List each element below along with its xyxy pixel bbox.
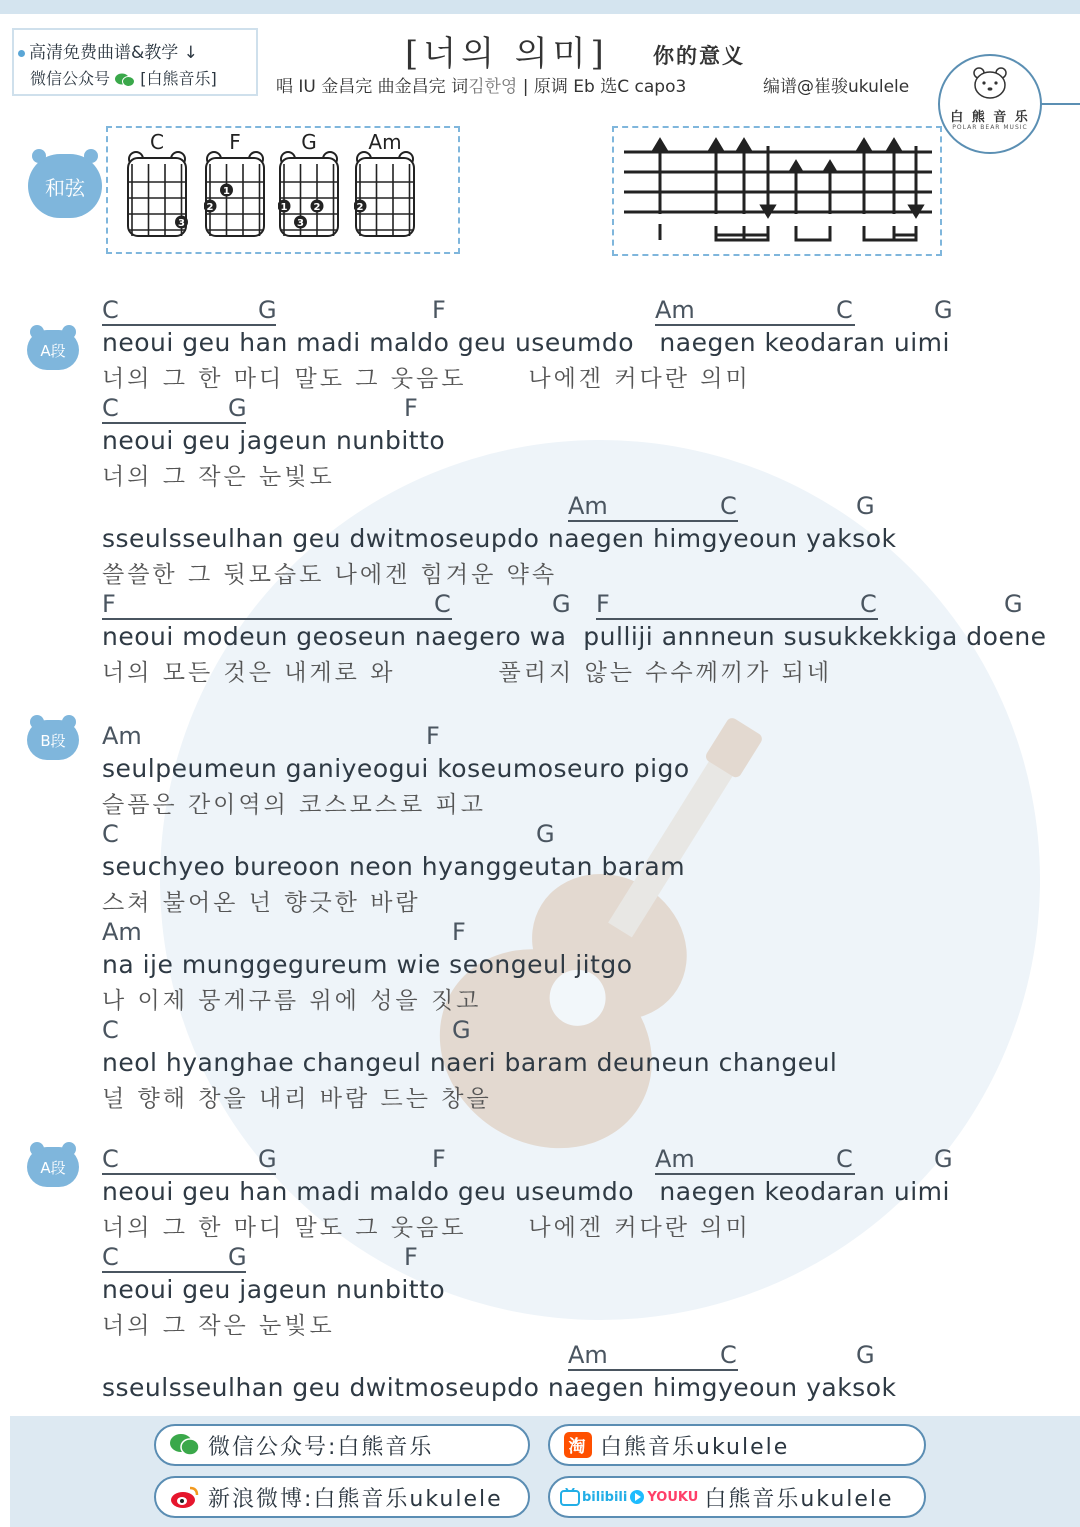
lyric-hangul: 너의 그 한 마디 말도 그 웃음도 나에겐 커다란 의미	[102, 1215, 751, 1241]
footer-video-label: 白熊音乐ukulele	[704, 1486, 894, 1512]
logo-text-cn: 白 熊 音 乐	[950, 110, 1030, 125]
chord-label: Am	[102, 722, 142, 750]
svg-text:1: 1	[280, 202, 288, 213]
footer	[10, 1416, 1080, 1527]
chord-label: G	[552, 590, 571, 618]
wechat-icon	[115, 73, 135, 87]
chord-label: Am	[568, 1341, 608, 1369]
lyric-hangul: 너의 그 한 마디 말도 그 웃음도 나에겐 커다란 의미	[102, 366, 751, 392]
chord-label: C	[836, 1145, 853, 1173]
chord-label: C	[102, 296, 119, 324]
svg-text:2: 2	[356, 202, 364, 213]
section-badge	[27, 330, 79, 370]
svg-text:2: 2	[313, 202, 321, 213]
chord-label: G	[934, 296, 953, 324]
section-badge	[27, 1147, 79, 1187]
top-bar	[0, 0, 1080, 14]
lyric-hangul: 너의 그 작은 눈빛도	[102, 464, 335, 490]
chord-tie-line	[568, 1369, 738, 1371]
chord-label: C	[102, 394, 119, 422]
lyric-romanized: sseulsseulhan geu dwitmoseupdo naegen himgyeoun yaksok	[102, 1373, 897, 1402]
promo-line-1	[18, 38, 198, 63]
promo-text: 高清免费曲谱&教学 ↓	[29, 43, 198, 63]
footer-taobao-label: 白熊音乐ukulele	[600, 1434, 790, 1460]
footer-taobao[interactable]	[548, 1424, 926, 1466]
lyric-hangul: 널 향해 창을 내리 바람 드는 창을	[102, 1086, 492, 1112]
lyric-romanized: neol hyanghae changeul naeri baram deuneun changeul	[102, 1048, 838, 1077]
lyric-romanized: neoui geu jageun nunbitto	[102, 1275, 446, 1304]
chord-name: C	[150, 130, 164, 154]
section-label: A段	[40, 341, 66, 360]
chord-label: Am	[102, 918, 142, 946]
chord-label: G	[1004, 590, 1023, 618]
chord-label: G	[228, 394, 247, 422]
logo-text-en: POLAR BEAR MUSIC	[952, 124, 1028, 131]
chord-label: G	[934, 1145, 953, 1173]
chord-tie-line	[596, 618, 878, 620]
lyric-romanized: na ije munggegureum wie seongeul jitgo	[102, 950, 633, 979]
svg-text:3: 3	[178, 218, 185, 229]
chord-label: C	[720, 492, 737, 520]
lyric-romanized: neoui modeun geoseun naegero wa pulliji annneun susukkekkiga doene	[102, 622, 1047, 651]
chord-label: G	[856, 492, 875, 520]
chord-tie-line	[102, 324, 276, 326]
footer-weibo[interactable]	[154, 1476, 530, 1518]
chord-name: G	[301, 130, 317, 154]
promo-wechat-label: 微信公众号	[30, 69, 111, 88]
svg-text:3: 3	[297, 218, 304, 229]
promo-line-2	[30, 66, 217, 89]
chord-label: C	[434, 590, 451, 618]
footer-wechat[interactable]	[154, 1424, 530, 1466]
chord-label: F	[404, 1243, 418, 1271]
chord-label: Am	[655, 1145, 695, 1173]
lyric-romanized: sseulsseulhan geu dwitmoseupdo naegen himgyeoun yaksok	[102, 524, 897, 553]
chord-label: F	[102, 590, 116, 618]
chord-diagram-am	[354, 150, 416, 240]
lyric-romanized: neoui geu han madi maldo geu useumdo naegen keodaran uimi	[102, 328, 950, 357]
song-subtitle: 你的意义	[653, 44, 745, 68]
lyric-hangul: 너의 모든 것은 내게로 와 풀리지 않는 수수께끼가 되네	[102, 660, 833, 686]
chord-label: F	[432, 296, 446, 324]
chord-label: F	[452, 918, 466, 946]
chord-tie-line	[102, 422, 246, 424]
chord-name: F	[229, 130, 241, 154]
footer-video[interactable]	[548, 1476, 926, 1518]
section-label: B段	[40, 731, 66, 750]
chord-diagram-g	[278, 150, 340, 240]
chord-label: C	[836, 296, 853, 324]
bilibili-wordmark: bilibili	[582, 1489, 628, 1505]
lyric-romanized: seuchyeo bureoon neon hyanggeutan baram	[102, 852, 686, 881]
chord-tie-line	[102, 618, 452, 620]
chord-tie-line	[102, 1271, 246, 1273]
chord-label: G	[228, 1243, 247, 1271]
svg-text:2: 2	[206, 202, 214, 213]
section-badge	[27, 720, 79, 760]
chords-badge	[28, 154, 102, 218]
lyric-romanized: seulpeumeun ganiyeogui koseumoseuro pigo	[102, 754, 690, 783]
credits-lyricist-korean: 김한영	[468, 77, 518, 97]
chord-label: C	[720, 1341, 737, 1369]
chord-label: C	[860, 590, 877, 618]
chord-label: G	[536, 820, 555, 848]
chord-label: G	[856, 1341, 875, 1369]
chord-label: C	[102, 1016, 119, 1044]
chord-label: C	[102, 1145, 119, 1173]
chord-label: C	[102, 1243, 119, 1271]
footer-weibo-label: 新浪微博:白熊音乐ukulele	[208, 1486, 503, 1512]
polar-bear-icon	[972, 66, 1008, 100]
chord-diagram-f	[204, 150, 266, 240]
chord-tie-line	[102, 1173, 276, 1175]
wechat-icon	[170, 1433, 200, 1457]
chord-label: F	[432, 1145, 446, 1173]
song-title: [너의 의미]	[405, 34, 609, 74]
lyric-hangul: 나 이제 뭉게구름 위에 성을 짓고	[102, 988, 482, 1014]
chord-label: F	[596, 590, 610, 618]
weibo-icon	[170, 1485, 200, 1509]
chord-label: F	[426, 722, 440, 750]
strum-pattern-diagram	[620, 134, 936, 246]
brand-logo	[938, 54, 1042, 154]
section-label: A段	[40, 1158, 66, 1177]
lyric-romanized: neoui geu jageun nunbitto	[102, 426, 446, 455]
chord-label: G	[452, 1016, 471, 1044]
chord-label: G	[258, 296, 277, 324]
chord-label: Am	[655, 296, 695, 324]
chord-label: Am	[568, 492, 608, 520]
svg-text:淘: 淘	[568, 1437, 588, 1457]
credits-key: | 原调 Eb 选C capo3	[522, 77, 687, 97]
youku-icon	[629, 1489, 645, 1505]
chord-label: G	[258, 1145, 277, 1173]
youku-wordmark: YOUKU	[647, 1489, 699, 1505]
bilibili-icon	[560, 1488, 580, 1506]
song-credits	[276, 72, 686, 97]
lyric-hangul: 쓸쓸한 그 뒷모습도 나에겐 힘겨운 약속	[102, 562, 558, 588]
chords-badge-label: 和弦	[45, 175, 85, 200]
credits-main: 唱 IU 金昌完 曲金昌完 词	[276, 77, 469, 97]
svg-text:1: 1	[223, 186, 230, 197]
lyric-hangul: 너의 그 작은 눈빛도	[102, 1313, 335, 1339]
chord-tie-line	[655, 324, 855, 326]
lyric-hangul: 슬픔은 간이역의 코스모스로 피고	[102, 792, 486, 818]
promo-account: [白熊音乐]	[140, 69, 217, 88]
lyric-romanized: neoui geu han madi maldo geu useumdo naegen keodaran uimi	[102, 1177, 950, 1206]
chord-diagram-c	[126, 150, 188, 240]
lyric-hangul: 스쳐 불어온 넌 향긋한 바람	[102, 890, 421, 916]
footer-wechat-label: 微信公众号:白熊音乐	[208, 1434, 434, 1460]
chord-label: F	[404, 394, 418, 422]
chord-name: Am	[368, 130, 402, 154]
chord-label: C	[102, 820, 119, 848]
logo-line	[1040, 103, 1080, 105]
taobao-icon	[564, 1432, 592, 1458]
chord-tie-line	[568, 520, 738, 522]
promo-box	[12, 28, 258, 96]
arranger: 编谱@崔骏ukulele	[763, 77, 910, 97]
chord-tie-line	[655, 1173, 855, 1175]
